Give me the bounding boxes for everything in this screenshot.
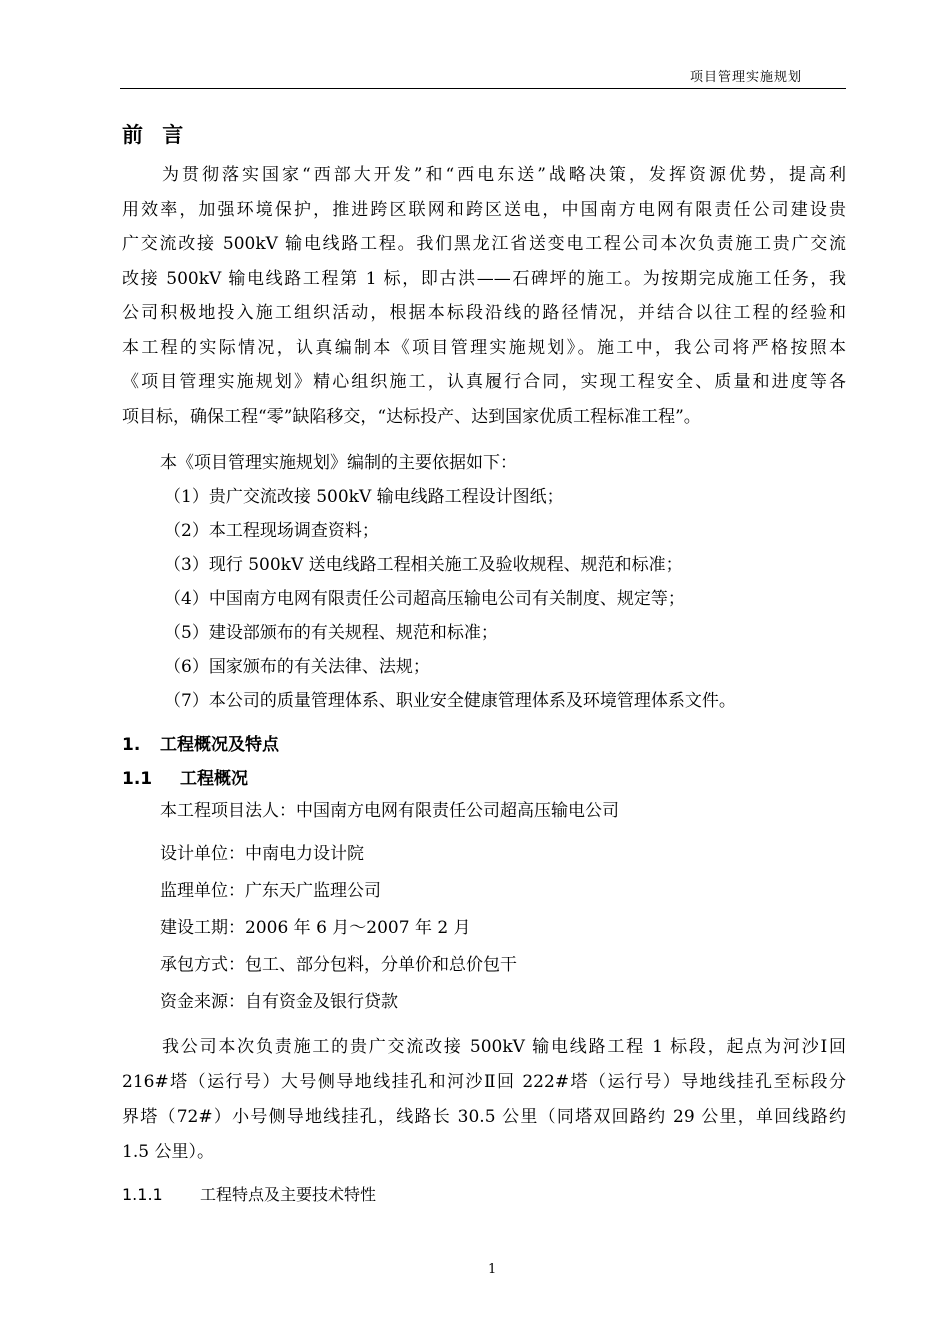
list-item: （1）贵广交流改接 500kV 输电线路工程设计图纸； <box>164 487 564 507</box>
section-title: 工程概况及特点 <box>160 735 279 755</box>
list-item: （5）建设部颁布的有关规程、规范和标准； <box>164 623 498 643</box>
list-item: （3）现行 500kV 送电线路工程相关施工及验收规程、规范和标准； <box>164 555 683 575</box>
paragraph-line: 本工程的实际情况，认真编制本《项目管理实施规划》。施工中，我公司将严格按照本 <box>122 337 846 358</box>
paragraph-line: 1.5 公里）。 <box>122 1142 214 1162</box>
preface-heading: 前 言 <box>122 123 190 147</box>
paragraph-line: 我公司本次负责施工的贵广交流改接 500kV 输电线路工程 1 标段，起点为河沙Ⅰ回 <box>162 1037 846 1057</box>
header-rule <box>120 88 846 89</box>
paragraph-line: 界塔（72#）小号侧导地线挂孔，线路长 30.5 公里（同塔双回路约 29 公里，单回线路约 <box>122 1107 846 1127</box>
info-item: 监理单位：广东天广监理公司 <box>160 881 381 901</box>
info-item: 设计单位：中南电力设计院 <box>160 844 364 864</box>
scope-paragraph <box>122 1030 846 1170</box>
basis-intro: 本《项目管理实施规划》编制的主要依据如下： <box>160 453 517 473</box>
paragraph-line: 改接 500kV 输电线路工程第 1 标，即古洪——石碑坪的施工。为按期完成施工任务，我 <box>122 268 846 289</box>
paragraph-line: 216#塔（运行号）大号侧导地线挂孔和河沙Ⅱ回 222#塔（运行号）导地线挂孔至标段分 <box>122 1072 846 1092</box>
preface-paragraph <box>122 158 846 434</box>
info-item: 资金来源：自有资金及银行贷款 <box>160 992 398 1012</box>
section-number: 1. <box>122 735 141 755</box>
section-title: 工程概况 <box>180 769 248 789</box>
section-1-1-1-heading <box>122 1182 376 1205</box>
list-item: （7）本公司的质量管理体系、职业安全健康管理体系及环境管理体系文件。 <box>164 691 736 711</box>
section-1-heading <box>122 730 279 755</box>
basis-list <box>160 446 736 718</box>
list-item: （6）国家颁布的有关法律、法规； <box>164 657 430 677</box>
paragraph-line: 公司积极地投入施工组织活动，根据本标段沿线的路径情况，并结合以往工程的经验和 <box>122 303 846 323</box>
section-number: 1.1.1 <box>122 1185 163 1204</box>
info-item: 承包方式：包工、部分包料，分单价和总价包干 <box>160 955 517 975</box>
list-item: （2）本工程现场调查资料； <box>164 521 379 541</box>
paragraph-line: 《项目管理实施规划》精心组织施工，认真履行合同，实现工程安全、质量和进度等各 <box>122 372 846 392</box>
paragraph-line: 为贯彻落实国家“西部大开发”和“西电东送”战略决策，发挥资源优势，提高利 <box>162 165 846 185</box>
paragraph-line: 用效率，加强环境保护，推进跨区联网和跨区送电，中国南方电网有限责任公司建设贵 <box>122 199 846 220</box>
section-title: 工程特点及主要技术特性 <box>200 1185 377 1204</box>
paragraph-line: 项目标，确保工程“零”缺陷移交，“达标投产、达到国家优质工程标准工程”。 <box>122 406 701 427</box>
header-title: 项目管理实施规划 <box>690 70 803 85</box>
list-item: （4）中国南方电网有限责任公司超高压输电公司有关制度、规定等； <box>164 589 685 609</box>
info-item: 本工程项目法人：中国南方电网有限责任公司超高压输电公司 <box>160 801 619 821</box>
page-number: 1 <box>488 1262 497 1277</box>
section-number: 1.1 <box>122 769 153 789</box>
info-item: 建设工期：2006 年 6 月～2007 年 2 月 <box>160 918 471 938</box>
paragraph-line: 广交流改接 500kV 输电线路工程。我们黑龙江省送变电工程公司本次负责施工贵广交流 <box>122 234 846 254</box>
project-info-list <box>160 793 619 1021</box>
section-1-1-heading <box>122 764 248 789</box>
